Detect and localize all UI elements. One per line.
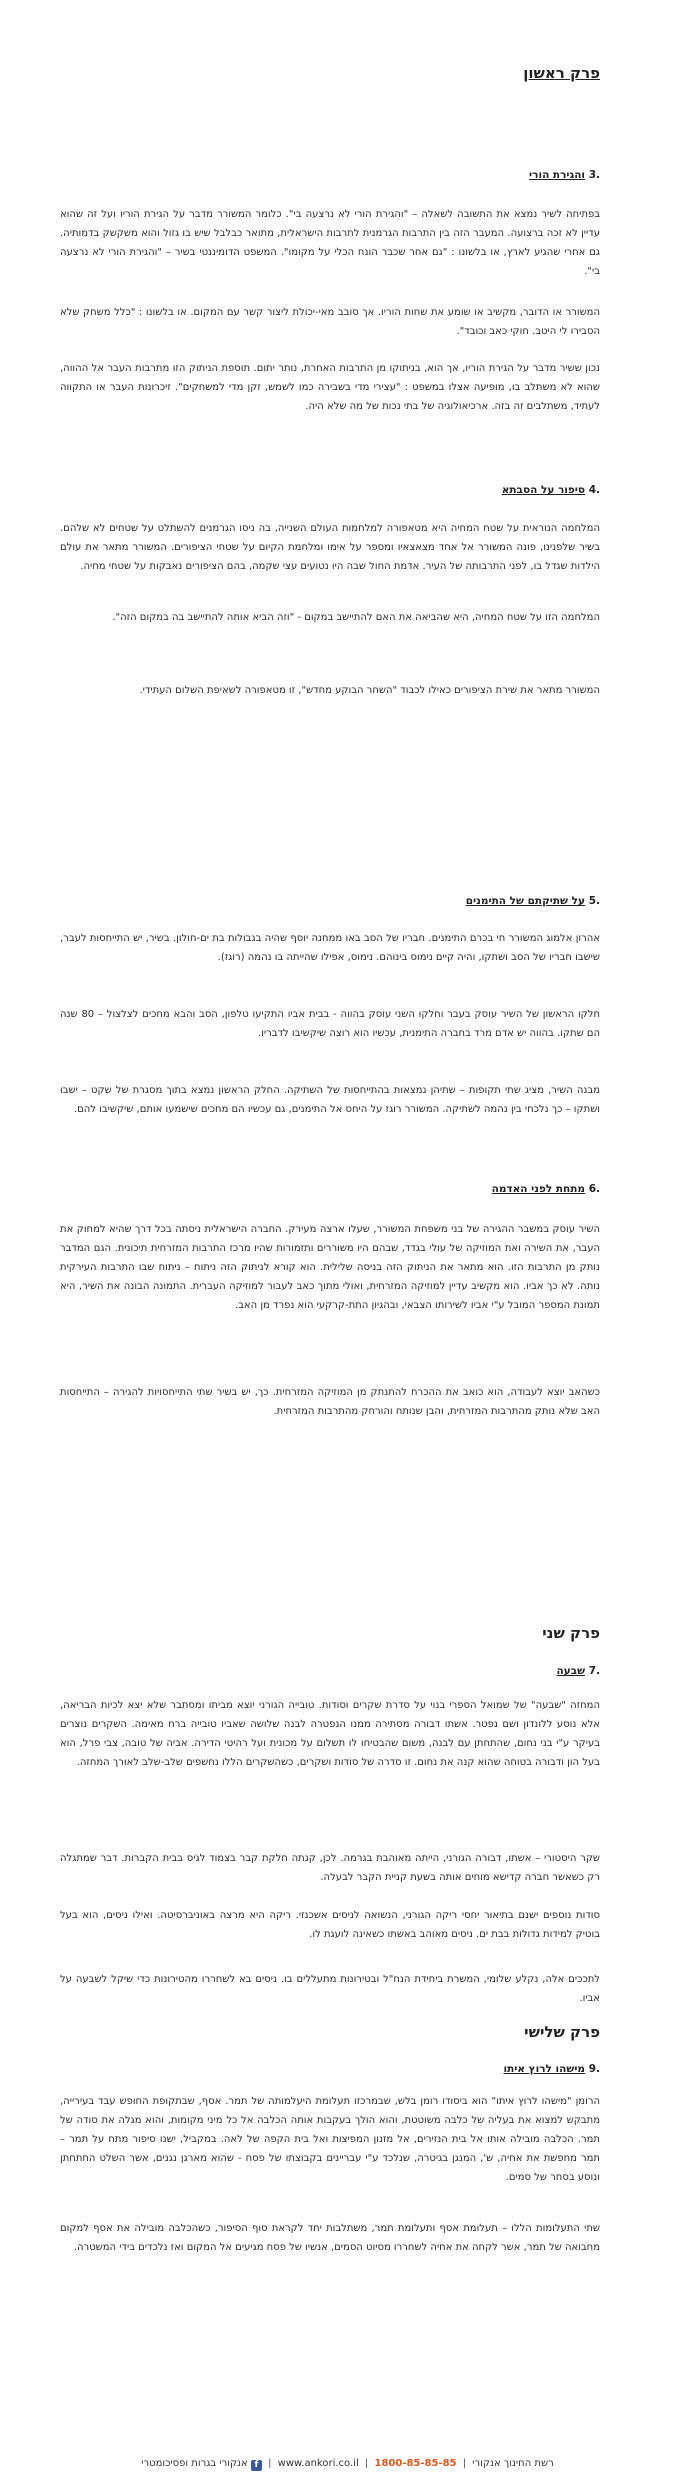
chapter-one-title: פרק ראשון	[523, 64, 600, 82]
chapter-two-title: פרק שני	[542, 1624, 600, 1642]
facebook-icon[interactable]: f	[251, 2460, 262, 2471]
section-4-paragraph-2: המלחמה הזו על שטח המחיה, היא שהביאה את האם להתיישב במקום - "וזה הביא אותה להתיישב בה במקום הזה".	[112, 612, 600, 623]
section-3-title	[60, 169, 600, 181]
section-4-label: סיפור על הסבתא	[501, 484, 586, 496]
section-7-title	[60, 1665, 600, 1677]
section-6-label: מתחת לפני האדמה	[491, 1183, 586, 1195]
footer-facebook-link[interactable]: אנקורי בגרות ופסיכומטרי	[141, 2458, 248, 2469]
section-5-number: .5	[588, 895, 600, 907]
section-3-paragraph-1: בפתיחה לשיר נמצא את התשובה לשאלה – "והגירת הורי לא נרצעה בי". כלומר המשורר מדבר על הגירת הוריו ועל זה שהוא עדיין לא זכה ברצועה. המעבר הזה בין התרבות הגרמנית לתרבות הישראלית, מתואר כבלבל שיש בו גזול והוא משקשק בדמותיה. גם אחרי שהגיע לארץ, או בלשונו : "גם אחר שכבר הונח הכלי על מקומו". המשפט הדומיננטי בשיר – "והגירת הורי לא נרצעה בי".	[60, 209, 600, 277]
section-7-paragraph-2: שקר היסטורי – אשתו, דבורה הגורני, הייתה מאוהבת בגרמה. לכן, קנתה חלקת קבר בצמוד לגיס בבית הקברות. דבר שמתגלה רק כשאשר חברה קדישא מוחים אותה בשעת קניית הקבר לבעלה.	[60, 1853, 600, 1883]
section-7-label: שבעה	[556, 1665, 586, 1677]
section-9-paragraph-1: הרומן "מישהו לרוץ איתו" הוא ביסודו רומן בלש, שבמרכזו תעלומת היעלמותה של תמר. אסף, שבתקופת החופש עבד בעירייה, מתבקש למצוא את בעליה של כלבה משוטטת, והוא הולך בעקבות אותה הכלבה אל כל מיני מקומות, והוא מגלה את סודה של תמר. הכלבה מובילה אותו אל בית הנזירים, אל מזנון המפיצות ואל בית הקפה של לאה. במקביל, ישנו סיפור מתח על תמר – תמר מחפשת את אחיה, ש', המנגן בגיטרה, שנלכד ע"י עבריינים בקבוצתו של פסח - שהוא מארגן נגנים, אשר השלט החתחתן ונוסע בסחר של סמים.	[60, 2096, 600, 2183]
section-4-number: .4	[588, 484, 600, 496]
chapter-three-title: פרק שלישי	[524, 2023, 600, 2041]
section-4-paragraph-3: המשורר מתאר את שירת הציפורים כאילו לכבוד "השחר הבוקע מחדש", זו מטאפורה לשאיפת השלום העתידי.	[139, 685, 600, 696]
footer-website-link[interactable]: www.ankori.co.il	[277, 2458, 359, 2469]
section-5-paragraph-2: חלקו הראשון של השיר עוסק בעבר וחלקו השני עוסק בהווה - בבית אביו התקיעו טלפון, הסב והבא מחכים לצלצול – 80 שנה הם שתקו. בהווה יש אדם מרד בחברה התימנית, עכשיו הוא רוצה שיקשיבו לדבריו.	[60, 1009, 600, 1039]
section-3-number: .3	[588, 169, 600, 181]
footer-separator: |	[364, 2458, 369, 2469]
section-6-paragraph-2: כשהאב יוצא לעבודה, הוא כואב את ההכרח להתנתק מן המוזיקה המזרחית. כך, יש בשיר שתי התייחסויות להגירה – התייחסות האב שלא נותק מהתרבות המזרחית, והבן שנותח והורחק מהתרבות המזרחית.	[60, 1387, 600, 1417]
section-6-title	[60, 1183, 600, 1195]
section-9-paragraph-2: שתי התעלומות הללו – תעלומת אסף ותעלומת תמר, משתלבות יחד לקראת סוף הסיפור, כשהכלבה מובילה את אסף למקום מחבואה של תמר, אשר לקחה את אחיה לשחררו מסיוט הסמים, אנשיו של פסח מגיעים אל המקום ואז נלכדים בידי המשטרה.	[60, 2223, 600, 2253]
section-3-label: והגירת הורי	[529, 169, 586, 181]
section-9-title	[60, 2063, 600, 2075]
section-7-paragraph-3: סודות נוספים ישנם בתיאור יחסי ריקה הגורני, הנשואה לניסים אשכנזי. ריקה היא מרצה באוניברסיטה. ואילו ניסים, הוא בעל בוטיק למידות גדולות בבת ים. ניסים מאוהב באשתו כשאינה לועגת לו.	[60, 1910, 600, 1940]
footer-network-name: רשת החינוך אנקורי	[472, 2458, 554, 2469]
section-5-paragraph-1: אהרון אלמוג המשורר חי בכרם התימנים. חבריו של הסב באו ממחנה יוסף שהיה בגבולות בת ים-חולון. בשיר, יש התייחסות לעבר, שישבו חבריו של הסב ושתקו, והיה קיים נימוס בינוהם. נימוס, אפילו שהייתה בו נהמה (רוגז).	[60, 933, 600, 963]
section-7-paragraph-1: המחזה "שבעה" של שמואל הספרי בנוי על סדרת שקרים וסודות. טובייה הגורני יוצא מביתו ומסתבר שלא יצא לכיות הבריאה, אלא נוסע ללונדון ושם נפטר. אשתו דבורה מסתירה ממנו הנפטרה לבנה שלושה שאביו טובייה ברח מאימה. השקרים נוצרים בעיקר ע"י בני נחום, שהתחתן עם לבנה, משום שהבטיחו לו תשלום על מכונית ועל רהיטי הדירה. אביה של טובה, צבי פרל, הוא בעל הון ודבורה בטוחה שהוא קנה את נחום. זו סדרה של סודות ושקרים, כשהשקרים הללו נחשפים שלב-שלב לאורך המחזה.	[60, 1700, 600, 1768]
page-footer	[0, 2458, 695, 2478]
section-7-number: .7	[588, 1665, 600, 1677]
section-3-paragraph-2: המשורר או הדובר, מקשיב או שומע את שחות הוריו. אך סובב מאי-יכולת ליצור קשר עם המקום. או בלשונו : "כלל משחק שלא הסבירו לי היטב. חוקי כאב וכובד".	[60, 307, 600, 337]
footer-separator: |	[268, 2458, 272, 2469]
section-3-paragraph-3: נכון ששיר מדבר על הגירת הוריו, אך הוא, בניתוקו מן התרבות האחרת, נותר יתום. תוספת הניתוק הזו מתרבות העבר אל ההווה, שהוא לא משתלב בו, מופיעה אצלו במשפט : "עצירי מדי בשבירה כמו לשמש, זקן מדי למשחקים". זיכרונות העבר או התקווה לעתיד, משתלבים זה בזה. ארכיאולוגיה של בתי נכות של מה שלא היה.	[60, 363, 600, 412]
section-5-label: על שתיקתם של התימנים	[465, 895, 586, 907]
section-9-number: .9	[588, 2063, 600, 2075]
section-6-paragraph-1: השיר עוסק במשבר ההגירה של בני משפחת המשורר, שעלו ארצה מעירק. החברה הישראלית ניסתה בכל דרך שהיא למחוק את העבר, את השירה ואת המוזיקה של עולי בגדד, שבהם היו משוררים ותזמורות שהיו מרכז התרבות המזרחית תיכונית. הגם המדבר נותק מן התרבות הזו. הוא מתאר את הניתוק הזה בניסה שלילית. הוא קורא לניתוק הזה ניתוח – ניתוח שבו התרבות העירקית נותה. לא כך אביו. הוא מקשיב עדיין למוזיקה המזרחית, ואולי מתוך כאב לעבור למוזיקה העברית. התמונה הבונה את השיר, היא תמונת המספר המובל ע"י אביו לשירותו הצבאי, ובהגיון התת-קרקעי הוא נפרד מן האב.	[60, 1224, 600, 1311]
footer-phone[interactable]: 1800-85-85-85	[374, 2458, 457, 2469]
section-5-paragraph-3: מבנה השיר, מציג שתי תקופות – שתיהן נמצאות בהתייחסות של השתיקה. החלק הראשון נמצא בתוך מסגרת של שקט – ישבו ושתקו – כך נלכחי בין נהמה לשתיקה. המשורר רוגז על היחס אל התימנים, גם עכשיו הם מחכים שישמעו אותם, שיקשיבו להם.	[60, 1085, 600, 1115]
section-4-paragraph-1: המלחמה הנוראית על שטח המחיה היא מטאפורה למלחמות העולם השנייה, בה ניסו הגרמנים להשתלט על שטחים לא שלהם. בשיר שלפנינו, פונה המשורר אל אחד מצאצאיו ומספר על אימו ומלחמת הקיום על שטחי הציפורים. המשורר מתאר את עולם הילדות שגדל בו, לפני התרבותה של העיר. אדמת החול שבה היו נטועים עצי שקמה, בהם הציפורים נאבקות על שטחי מחיה.	[60, 523, 600, 572]
section-4-title	[60, 484, 600, 496]
section-6-number: .6	[588, 1183, 600, 1195]
section-5-title	[60, 895, 600, 907]
section-9-label: מישהו לרוץ איתו	[503, 2063, 586, 2075]
footer-separator: |	[462, 2458, 467, 2469]
section-7-paragraph-4: לתככים אלה, נקלע שלומי, המשרת ביחידת הנח"ל ובטירונות מתעללים בו. ניסים בא לשחררו מהטירונות כדי שיקל לשבעה על אביו.	[60, 1974, 600, 2004]
